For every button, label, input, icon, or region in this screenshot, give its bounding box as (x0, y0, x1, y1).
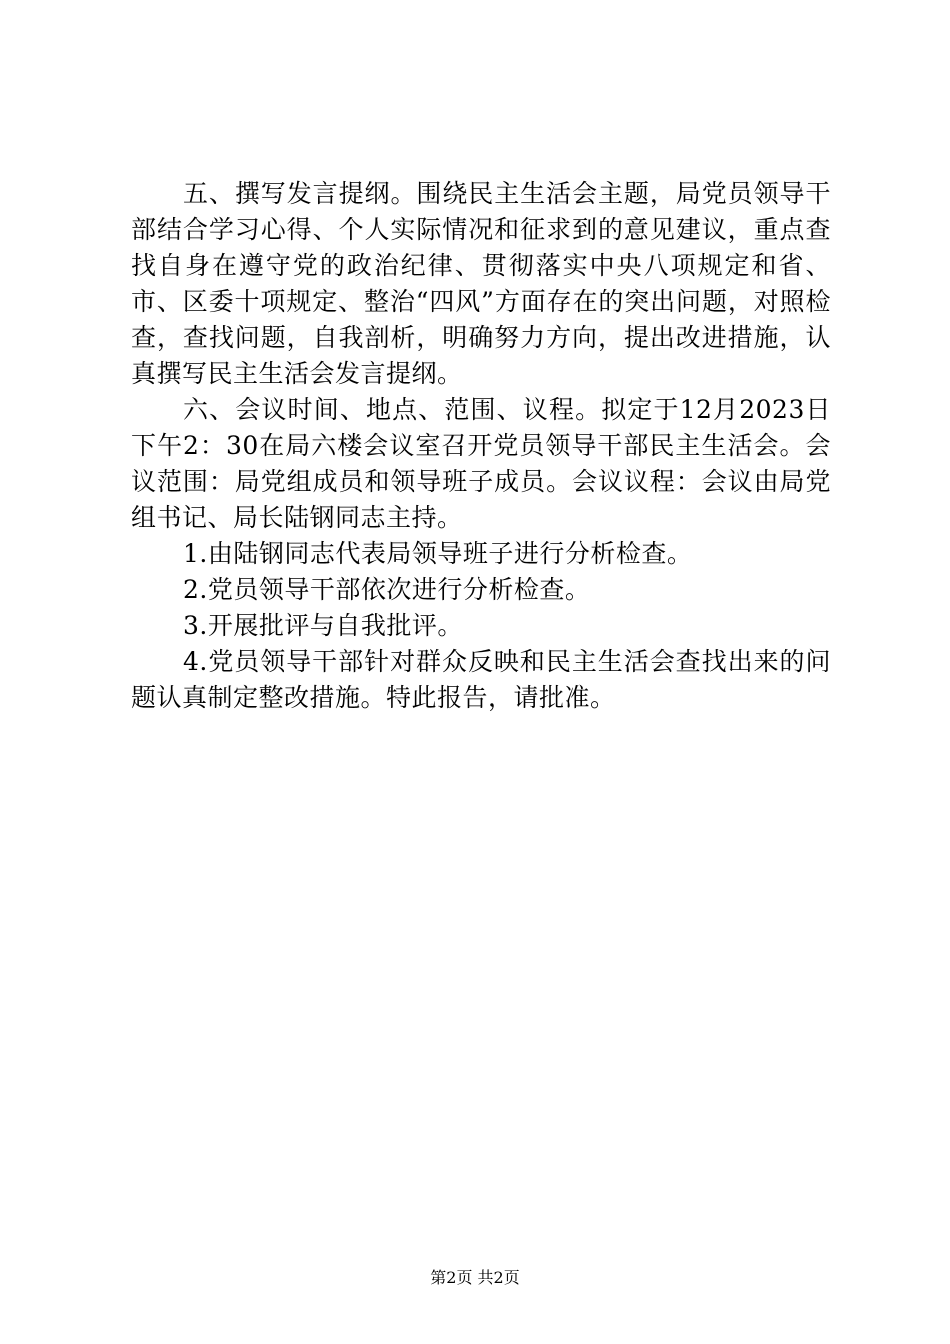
agenda-item-1: 1.由陆钢同志代表局领导班子进行分析检查。 (183, 539, 693, 568)
agenda-item-3: 3.开展批评与自我批评。 (183, 611, 463, 640)
agenda-item-4: 4.党员领导干部针对群众反映和民主生活会查找出来的问题认真制定整改措施。特此报告，请批准。 (131, 647, 831, 712)
page-footer: 第2页 共2页 (430, 1268, 520, 1287)
paragraph-drafting-outline: 五、撰写发言提纲。围绕民主生活会主题，局党员领导干部结合学习心得、个人实际情况和征求到的意见建议，重点查找自身在遵守党的政治纪律、贯彻落实中央八项规定和省、市、区委十项规定、整治“四风”方面存在的突出问题，对照检查，查找问题，自我剖析，明确努力方向，提出改进措施，认真撰写民主生活会发言提纲。 (131, 179, 831, 388)
document-body (131, 176, 831, 716)
agenda-item-2: 2.党员领导干部依次进行分析检查。 (183, 575, 591, 604)
paragraph-meeting-arrangement: 六、会议时间、地点、范围、议程。拟定于12月2023日下午2：30在局六楼会议室召开党员领导干部民主生活会。会议范围：局党组成员和领导班子成员。会议议程：会议由局党组书记、局长陆钢同志主持。 (131, 395, 831, 532)
